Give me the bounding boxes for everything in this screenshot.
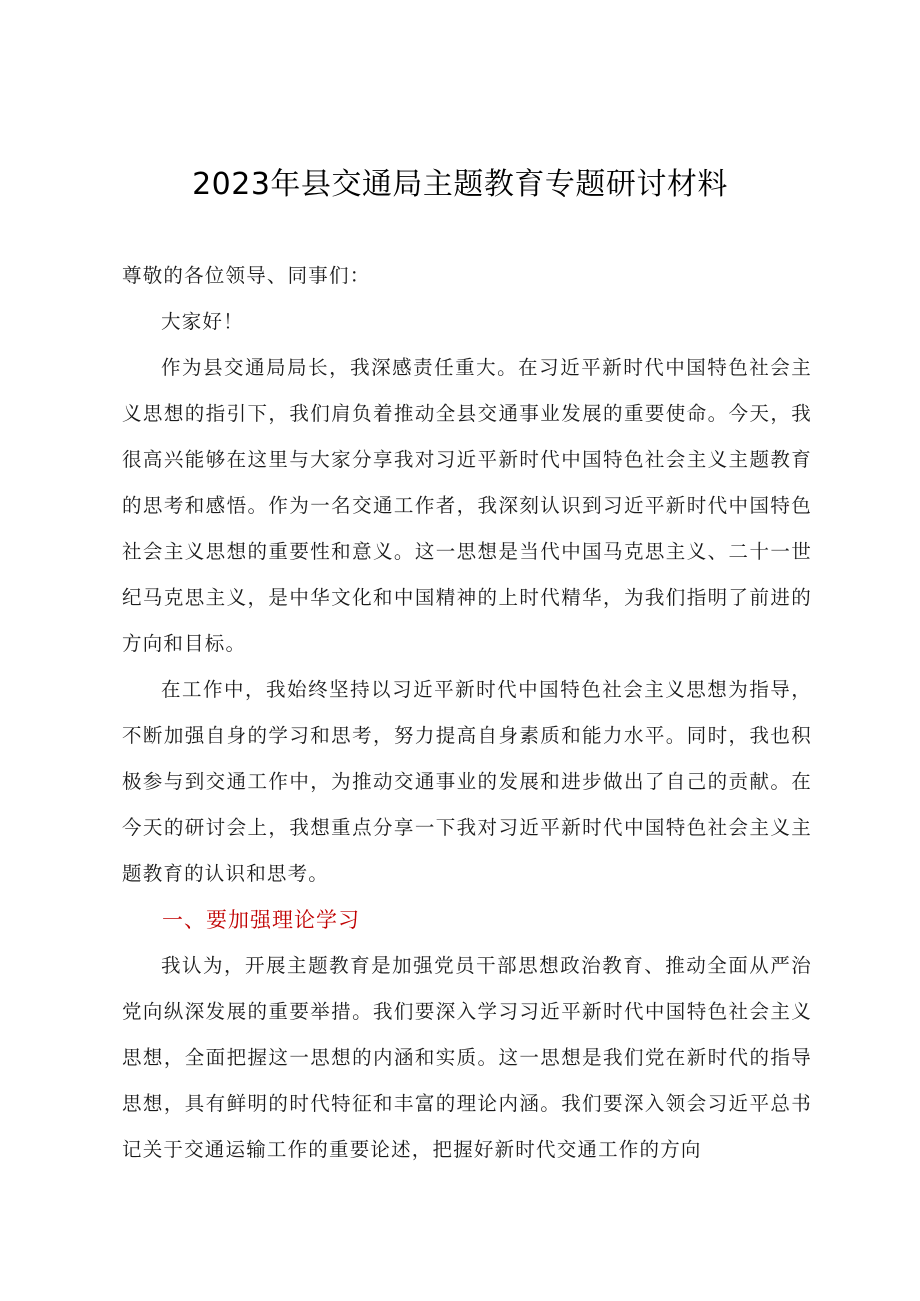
greeting: 大家好！ bbox=[161, 310, 244, 333]
document-title: 2023年县交通局主题教育专题研讨材料 bbox=[192, 167, 728, 202]
document-body bbox=[122, 253, 812, 1173]
paragraph-intro: 作为县交通局局长，我深感责任重大。在习近平新时代中国特色社会主义思想的指引下，我们肩负着推动全县交通事业发展的重要使命。今天，我很高兴能够在这里与大家分享我对习近平新时代中国特色社会主义主题教育的思考和感悟。作为一名交通工作者，我深刻认识到习近平新时代中国特色社会主义思想的重要性和意义。这一思想是当代中国马克思主义、二十一世纪马克思主义，是中华文化和中国精神的上时代精华，为我们指明了前进的方向和目标。 bbox=[122, 356, 812, 655]
section-1-paragraph: 我认为，开展主题教育是加强党员干部思想政治教育、推动全面从严治党向纵深发展的重要举措。我们要深入学习习近平新时代中国特色社会主义思想，全面把握这一思想的内涵和实质。这一思想是我们党在新时代的指导思想，具有鲜明的时代特征和丰富的理论内涵。我们要深入领会习近平总书记关于交通运输工作的重要论述，把握好新时代交通工作的方向 bbox=[122, 954, 812, 1161]
paragraph-work: 在工作中，我始终坚持以习近平新时代中国特色社会主义思想为指导，不断加强自身的学习和思考，努力提高自身素质和能力水平。同时，我也积极参与到交通工作中，为推动交通事业的发展和进步做出了自己的贡献。在今天的研讨会上，我想重点分享一下我对习近平新时代中国特色社会主义主题教育的认识和思考。 bbox=[122, 678, 812, 885]
section-heading-1: 一、要加强理论学习 bbox=[162, 908, 360, 932]
salutation: 尊敬的各位领导、同事们： bbox=[122, 264, 371, 287]
